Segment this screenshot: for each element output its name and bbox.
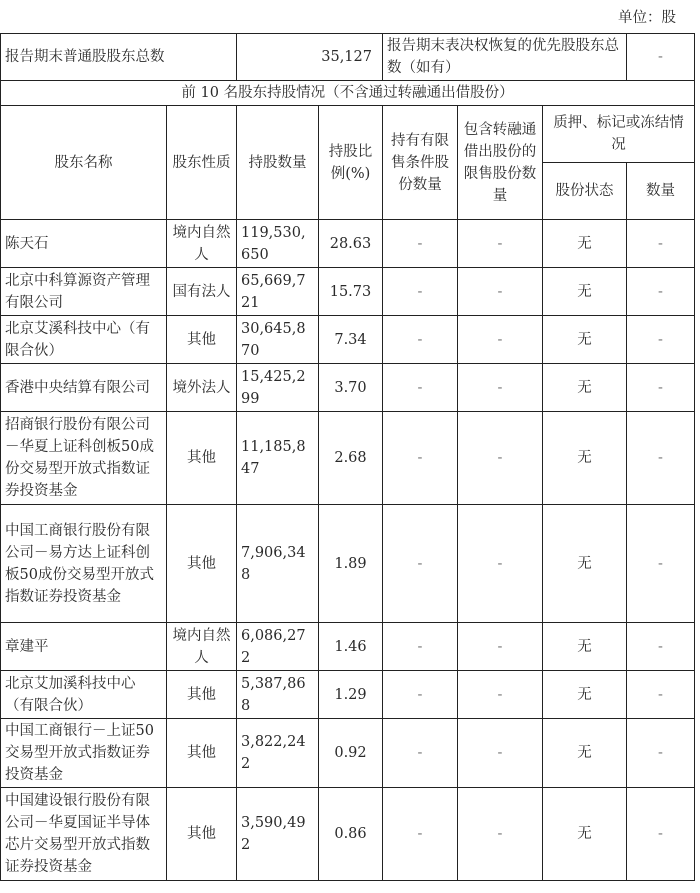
pledge-quantity: - xyxy=(627,671,695,719)
shares-held: 3,822,242 xyxy=(237,719,319,788)
restricted-shares: - xyxy=(383,719,458,788)
holding-ratio: 1.29 xyxy=(319,671,383,719)
table-row xyxy=(1,505,695,623)
shareholder-table xyxy=(0,33,695,881)
pledge-quantity: - xyxy=(627,268,695,316)
holding-ratio: 7.34 xyxy=(319,316,383,364)
shareholder-name: 章建平 xyxy=(1,623,167,671)
table-row xyxy=(1,220,695,268)
lent-restricted-shares: - xyxy=(458,788,543,881)
header-ratio: 持股比例(%) xyxy=(319,106,383,220)
shares-held: 5,387,868 xyxy=(237,671,319,719)
pledge-quantity: - xyxy=(627,505,695,623)
holding-ratio: 3.70 xyxy=(319,364,383,412)
pledge-quantity: - xyxy=(627,788,695,881)
header-lent: 包含转融通借出股份的限售股份数量 xyxy=(458,106,543,220)
restricted-shares: - xyxy=(383,623,458,671)
pledge-quantity: - xyxy=(627,412,695,505)
unit-label: 单位：股 xyxy=(618,10,676,26)
header-pledge: 质押、标记或冻结情况 xyxy=(543,106,695,163)
shareholder-name: 北京艾加溪科技中心（有限合伙） xyxy=(1,671,167,719)
holding-ratio: 1.89 xyxy=(319,505,383,623)
shareholder-nature: 其他 xyxy=(167,316,237,364)
lent-restricted-shares: - xyxy=(458,220,543,268)
holding-ratio: 2.68 xyxy=(319,412,383,505)
shares-held: 6,086,272 xyxy=(237,623,319,671)
lent-restricted-shares: - xyxy=(458,623,543,671)
pledge-status: 无 xyxy=(543,220,627,268)
pledge-status: 无 xyxy=(543,316,627,364)
pledge-status: 无 xyxy=(543,719,627,788)
pledge-status: 无 xyxy=(543,671,627,719)
shares-held: 30,645,870 xyxy=(237,316,319,364)
restricted-shares: - xyxy=(383,268,458,316)
shareholder-name: 中国工商银行－上证50交易型开放式指数证券投资基金 xyxy=(1,719,167,788)
restricted-shares: - xyxy=(383,220,458,268)
section-title-row xyxy=(1,81,695,106)
pledge-status: 无 xyxy=(543,788,627,881)
restricted-shares: - xyxy=(383,364,458,412)
header-shares: 持股数量 xyxy=(237,106,319,220)
pledge-status: 无 xyxy=(543,505,627,623)
table-row xyxy=(1,316,695,364)
shareholder-name: 香港中央结算有限公司 xyxy=(1,364,167,412)
shareholder-nature: 其他 xyxy=(167,788,237,881)
header-pledge-qty: 数量 xyxy=(627,163,695,220)
holding-ratio: 0.92 xyxy=(319,719,383,788)
pledge-quantity: - xyxy=(627,364,695,412)
lent-restricted-shares: - xyxy=(458,671,543,719)
lent-restricted-shares: - xyxy=(458,505,543,623)
table-row xyxy=(1,364,695,412)
pledge-status: 无 xyxy=(543,268,627,316)
summary-row xyxy=(1,34,695,81)
restricted-shares: - xyxy=(383,412,458,505)
shares-held: 7,906,348 xyxy=(237,505,319,623)
holding-ratio: 1.46 xyxy=(319,623,383,671)
shareholder-nature: 其他 xyxy=(167,412,237,505)
pledge-status: 无 xyxy=(543,623,627,671)
header-nature: 股东性质 xyxy=(167,106,237,220)
lent-restricted-shares: - xyxy=(458,316,543,364)
restricted-shares: - xyxy=(383,671,458,719)
common-holders-label: 报告期末普通股股东总数 xyxy=(1,34,237,81)
shareholder-name: 中国工商银行股份有限公司－易方达上证科创板50成份交易型开放式指数证券投资基金 xyxy=(1,505,167,623)
holding-ratio: 15.73 xyxy=(319,268,383,316)
header-name: 股东名称 xyxy=(1,106,167,220)
shareholder-nature: 境内自然人 xyxy=(167,220,237,268)
shares-held: 3,590,492 xyxy=(237,788,319,881)
pledge-quantity: - xyxy=(627,220,695,268)
shareholder-name: 中国建设银行股份有限公司－华夏国证半导体芯片交易型开放式指数证券投资基金 xyxy=(1,788,167,881)
shareholder-nature: 境外法人 xyxy=(167,364,237,412)
shares-held: 11,185,847 xyxy=(237,412,319,505)
shareholder-name: 北京中科算源资产管理有限公司 xyxy=(1,268,167,316)
shareholder-nature: 境内自然人 xyxy=(167,623,237,671)
lent-restricted-shares: - xyxy=(458,412,543,505)
header-restricted: 持有有限售条件股份数量 xyxy=(383,106,458,220)
section-title: 前 10 名股东持股情况（不含通过转融通出借股份） xyxy=(1,81,695,106)
table-row xyxy=(1,719,695,788)
pledge-quantity: - xyxy=(627,623,695,671)
shareholder-nature: 其他 xyxy=(167,505,237,623)
lent-restricted-shares: - xyxy=(458,719,543,788)
pledge-status: 无 xyxy=(543,412,627,505)
table-row xyxy=(1,788,695,881)
preferred-holders-value: - xyxy=(627,34,695,81)
table-row xyxy=(1,412,695,505)
lent-restricted-shares: - xyxy=(458,268,543,316)
lent-restricted-shares: - xyxy=(458,364,543,412)
holding-ratio: 28.63 xyxy=(319,220,383,268)
table-row xyxy=(1,671,695,719)
shareholder-name: 北京艾溪科技中心（有限合伙） xyxy=(1,316,167,364)
table-row xyxy=(1,268,695,316)
preferred-holders-label: 报告期末表决权恢复的优先股股东总数（如有） xyxy=(383,34,627,81)
pledge-quantity: - xyxy=(627,316,695,364)
common-holders-value: 35,127 xyxy=(237,34,383,81)
pledge-status: 无 xyxy=(543,364,627,412)
restricted-shares: - xyxy=(383,788,458,881)
shareholder-nature: 其他 xyxy=(167,719,237,788)
header-row-1 xyxy=(1,106,695,163)
shareholder-nature: 国有法人 xyxy=(167,268,237,316)
table-row xyxy=(1,623,695,671)
header-pledge-status: 股份状态 xyxy=(543,163,627,220)
restricted-shares: - xyxy=(383,316,458,364)
shares-held: 65,669,721 xyxy=(237,268,319,316)
shareholder-nature: 其他 xyxy=(167,671,237,719)
shareholder-name: 陈天石 xyxy=(1,220,167,268)
shares-held: 15,425,299 xyxy=(237,364,319,412)
pledge-quantity: - xyxy=(627,719,695,788)
shareholder-name: 招商银行股份有限公司－华夏上证科创板50成份交易型开放式指数证券投资基金 xyxy=(1,412,167,505)
restricted-shares: - xyxy=(383,505,458,623)
shares-held: 119,530,650 xyxy=(237,220,319,268)
holding-ratio: 0.86 xyxy=(319,788,383,881)
